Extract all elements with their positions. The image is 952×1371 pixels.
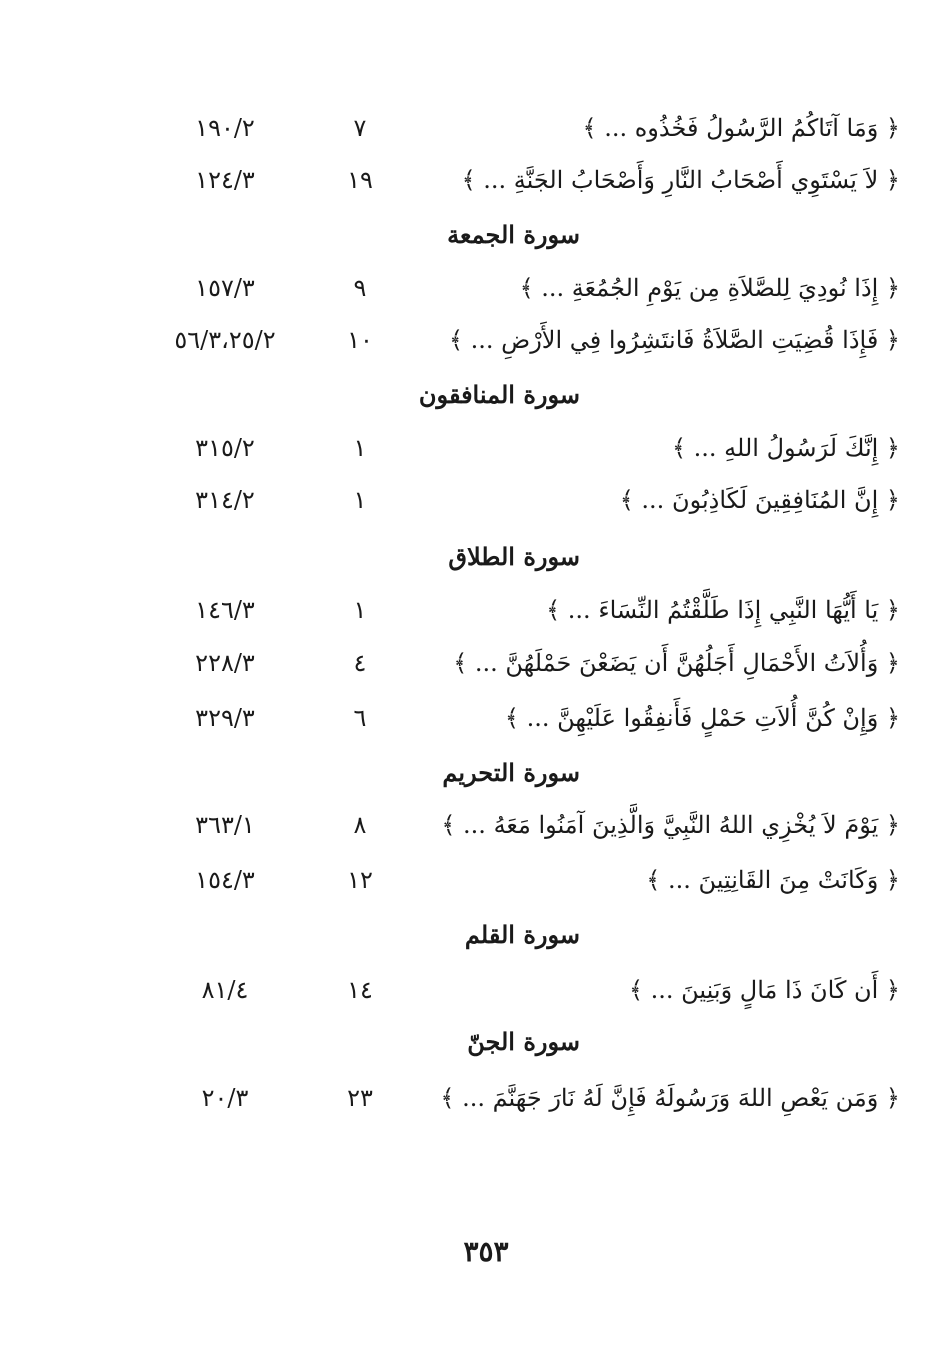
page-reference: ٣١٥/٢ [195, 434, 255, 462]
page-reference: ٥٦/٣،٢٥/٢ [174, 326, 276, 354]
verse-text: ﴿ إِنَّ المُنَافِقِينَ لَكَاذِبُونَ ... ﴾ [619, 486, 900, 514]
index-row [0, 698, 952, 738]
verse-text: ﴿ وَكَانَتْ مِنَ القَانِتِينَ ... ﴾ [646, 866, 900, 894]
verse-text: ﴿ إِذَا نُودِيَ لِلصَّلاَةِ مِن يَوْمِ الجُمُعَةِ ... ﴾ [519, 274, 900, 302]
ayah-number: ١٢ [347, 866, 373, 894]
verse-text: ﴿ وَأُلاَتُ الأَحْمَالِ أَجَلُهُنَّ أَن يَضَعْنَ حَمْلَهُنَّ ... ﴾ [453, 649, 900, 677]
ayah-number: ١٩ [347, 166, 373, 194]
ayah-number: ٩ [353, 274, 367, 302]
index-row [0, 643, 952, 683]
verse-text: ﴿ وَإِنْ كُنَّ أُلاَتِ حَمْلٍ فَأَنفِقُوا عَلَيْهِنَّ ... ﴾ [504, 704, 900, 732]
surah-heading: سورة الجمعة [447, 220, 580, 249]
ayah-number: ٧ [353, 114, 367, 142]
index-row [0, 970, 952, 1010]
index-row [0, 428, 952, 468]
surah-heading: سورة التحريم [442, 758, 580, 787]
page-reference: ٢٠/٣ [201, 1084, 249, 1112]
ayah-number: ١٠ [347, 326, 373, 354]
ayah-number: ٢٣ [347, 1084, 373, 1112]
verse-text: ﴿ وَمَا آتَاكُمُ الرَّسُولُ فَخُذُوه ... ﴾ [582, 114, 900, 142]
page-reference: ٣٢٩/٣ [195, 704, 255, 732]
verse-text: ﴿ وَمَن يَعْصِ اللهَ وَرَسُولَهُ فَإِنَّ لَهُ نَارَ جَهَنَّمَ ... ﴾ [440, 1084, 900, 1112]
page-reference: ٣١٤/٢ [195, 486, 255, 514]
page-reference: ١٥٤/٣ [195, 866, 255, 894]
verse-text: ﴿ إِنَّكَ لَرَسُولُ اللهِ ... ﴾ [671, 434, 900, 462]
verse-text: ﴿ فَإِذَا قُضِيَتِ الصَّلاَةُ فَانتَشِرُوا فِي الأَرْضِ ... ﴾ [448, 326, 900, 354]
page-reference: ٢٢٨/٣ [195, 649, 255, 677]
verse-text: ﴿ يَا أَيُّهَا النَّبِي إِذَا طَلَّقْتُمُ النِّسَاءَ ... ﴾ [546, 596, 900, 624]
surah-heading: سورة الجنّ [467, 1027, 580, 1056]
ayah-number: ١ [353, 596, 367, 624]
index-row [0, 860, 952, 900]
ayah-number: ١ [353, 434, 367, 462]
surah-heading: سورة المنافقون [418, 380, 580, 409]
page-reference: ١٢٤/٣ [195, 166, 255, 194]
ayah-number: ٤ [353, 649, 367, 677]
ayah-number: ٦ [353, 704, 367, 732]
index-row [0, 320, 952, 360]
ayah-number: ٨ [353, 811, 367, 839]
page-number: ٣٥٣ [463, 1235, 509, 1268]
index-row [0, 1078, 952, 1118]
page-reference: ١٤٦/٣ [195, 596, 255, 624]
verse-text: ﴿ أَن كَانَ ذَا مَالٍ وَبَنِينَ ... ﴾ [628, 976, 900, 1004]
page-reference: ٣٦٣/١ [195, 811, 255, 839]
index-row [0, 160, 952, 200]
verse-text: ﴿ يَوْمَ لاَ يُخْزِي اللهُ النَّبِيَّ وَالَّذِينَ آمَنُوا مَعَهُ ... ﴾ [441, 811, 900, 839]
ayah-number: ١٤ [347, 976, 373, 1004]
page-reference: ١٩٠/٢ [195, 114, 255, 142]
index-row [0, 590, 952, 630]
surah-heading: سورة الطلاق [448, 542, 580, 571]
verse-text: ﴿ لاَ يَسْتَوِي أَصْحَابُ النَّارِ وَأَصْحَابُ الجَنَّةِ ... ﴾ [461, 166, 900, 194]
surah-heading: سورة القلم [464, 920, 580, 949]
index-row [0, 805, 952, 845]
index-row [0, 480, 952, 520]
page-reference: ٨١/٤ [201, 976, 249, 1004]
ayah-number: ١ [353, 486, 367, 514]
index-row [0, 108, 952, 148]
page-reference: ١٥٧/٣ [195, 274, 255, 302]
index-row [0, 268, 952, 308]
